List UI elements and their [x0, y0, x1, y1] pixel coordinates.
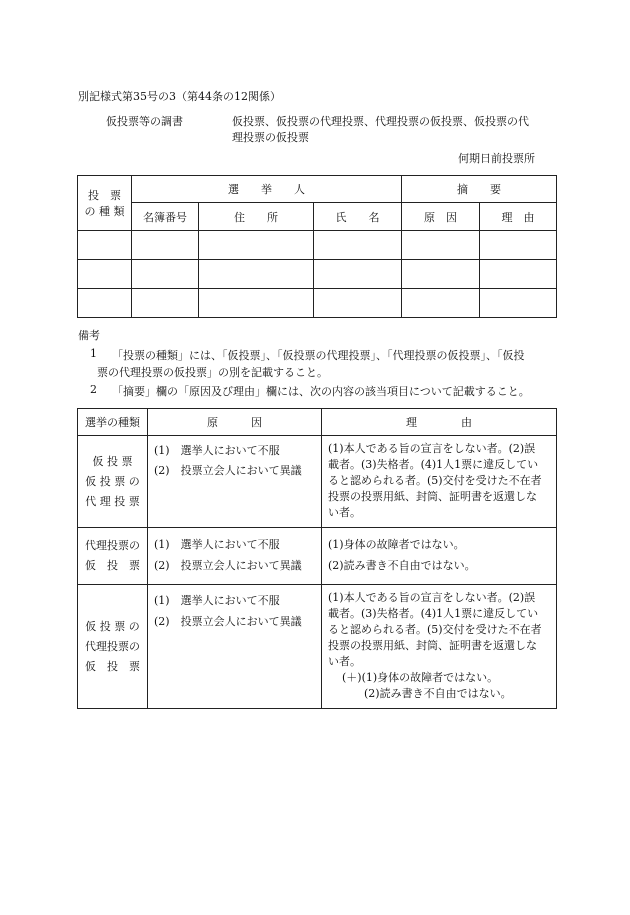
cause-column-header: 原 因 — [148, 409, 322, 436]
reason-cell — [322, 436, 557, 528]
cause-item: (2) 投票立会人において異議 — [154, 615, 302, 628]
register-number-header: 名簿番号 — [132, 203, 199, 231]
cause-item: (2) 投票立会人において異議 — [154, 559, 302, 572]
document-title: 仮投票等の調書 — [106, 115, 183, 128]
reason-line: 投票の投票用紙、封筒、証明書を返還しな — [328, 490, 537, 503]
reason-line: (1)本人である旨の宣言をしない者。(2)誤 — [328, 591, 536, 604]
cause-cell — [148, 528, 322, 585]
cause-item: (1) 選挙人において不服 — [154, 444, 280, 457]
reason-line: い者。 — [328, 655, 361, 668]
note2-number: 2 — [90, 383, 97, 396]
table-row — [78, 436, 557, 528]
reason-line: ると認められる者。(5)交付を受けた不在者 — [328, 623, 542, 636]
reason-line: い者。 — [328, 506, 361, 519]
reason-line: ると認められる者。(5)交付を受けた不在者 — [328, 474, 542, 487]
table-row — [78, 289, 557, 318]
note1-line2: 票の代理投票の仮投票」の別を記載すること。 — [97, 366, 328, 379]
reason-header: 理 由 — [480, 203, 557, 231]
note2-line1: 「摘要」欄の「原因及び理由」欄には、次の内容の該当項目について記載すること。 — [112, 385, 530, 398]
reason-cell — [322, 585, 557, 709]
ballot-table — [77, 175, 557, 318]
type-line: 仮 投 票 の — [85, 619, 140, 633]
type-line: 代 理 投 票 — [85, 494, 140, 508]
cause-item: (2) 投票立会人において異議 — [154, 464, 302, 477]
name-header: 氏 名 — [314, 203, 402, 231]
document-subtitle-line2: 理投票の仮投票 — [232, 131, 309, 144]
cause-reason-table — [77, 408, 557, 709]
note1-line1: 「投票の種類」には、「仮投票」、「仮投票の代理投票」、「代理投票の仮投票」、「仮投 — [112, 349, 525, 362]
cause-cell — [148, 585, 322, 709]
note1-number: 1 — [90, 347, 97, 360]
reason-cell — [322, 528, 557, 585]
table-row — [78, 260, 557, 289]
address-header: 住 所 — [199, 203, 314, 231]
ballot-type-header — [78, 176, 132, 231]
ballot-type-header-line2: の 種 類 — [84, 205, 125, 218]
type-line: 代理投票の — [85, 539, 140, 552]
table-row — [78, 231, 557, 260]
reason-column-header: 理 由 — [322, 409, 557, 436]
cause-cell — [148, 436, 322, 528]
type-line: 仮 投 票 — [85, 659, 140, 673]
reason-line: (2)読み書き不自由ではない。 — [364, 687, 512, 700]
type-line: 仮 投 票 — [92, 454, 133, 468]
reason-line: 載者。(3)失格者。(4)1人1票に違反してい — [328, 607, 539, 620]
summary-header: 摘 要 — [402, 176, 557, 203]
table-row — [78, 585, 557, 709]
election-type-header: 選挙の種類 — [78, 409, 148, 436]
table-row — [78, 528, 557, 585]
reason-line: (2)読み書き不自由ではない。 — [328, 559, 476, 572]
reason-line: (1)本人である旨の宣言をしない者。(2)誤 — [328, 442, 536, 455]
cause-item: (1) 選挙人において不服 — [154, 594, 280, 607]
reason-line: (＋)(1)身体の故障者ではない。 — [342, 671, 499, 684]
polling-place: 何期日前投票所 — [458, 152, 535, 165]
election-type-cell — [78, 585, 148, 709]
election-type-cell — [78, 528, 148, 585]
form-number: 別記様式第35号の3（第44条の12関係） — [78, 90, 281, 103]
cause-header: 原 因 — [402, 203, 480, 231]
document-subtitle-line1: 仮投票、仮投票の代理投票、代理投票の仮投票、仮投票の代 — [232, 115, 529, 128]
type-line: 代理投票の — [85, 639, 140, 653]
reason-line: 載者。(3)失格者。(4)1人1票に違反してい — [328, 458, 539, 471]
type-line: 仮 投 票 の — [85, 474, 140, 488]
election-type-cell — [78, 436, 148, 528]
type-line: 仮 投 票 — [85, 559, 140, 572]
voter-header: 選 挙 人 — [132, 176, 402, 203]
reason-line: 投票の投票用紙、封筒、証明書を返還しな — [328, 639, 537, 652]
cause-item: (1) 選挙人において不服 — [154, 538, 280, 551]
ballot-type-header-line1: 投 票 — [88, 189, 121, 202]
notes-heading: 備考 — [78, 329, 100, 342]
reason-line: (1)身体の故障者ではない。 — [328, 538, 465, 551]
